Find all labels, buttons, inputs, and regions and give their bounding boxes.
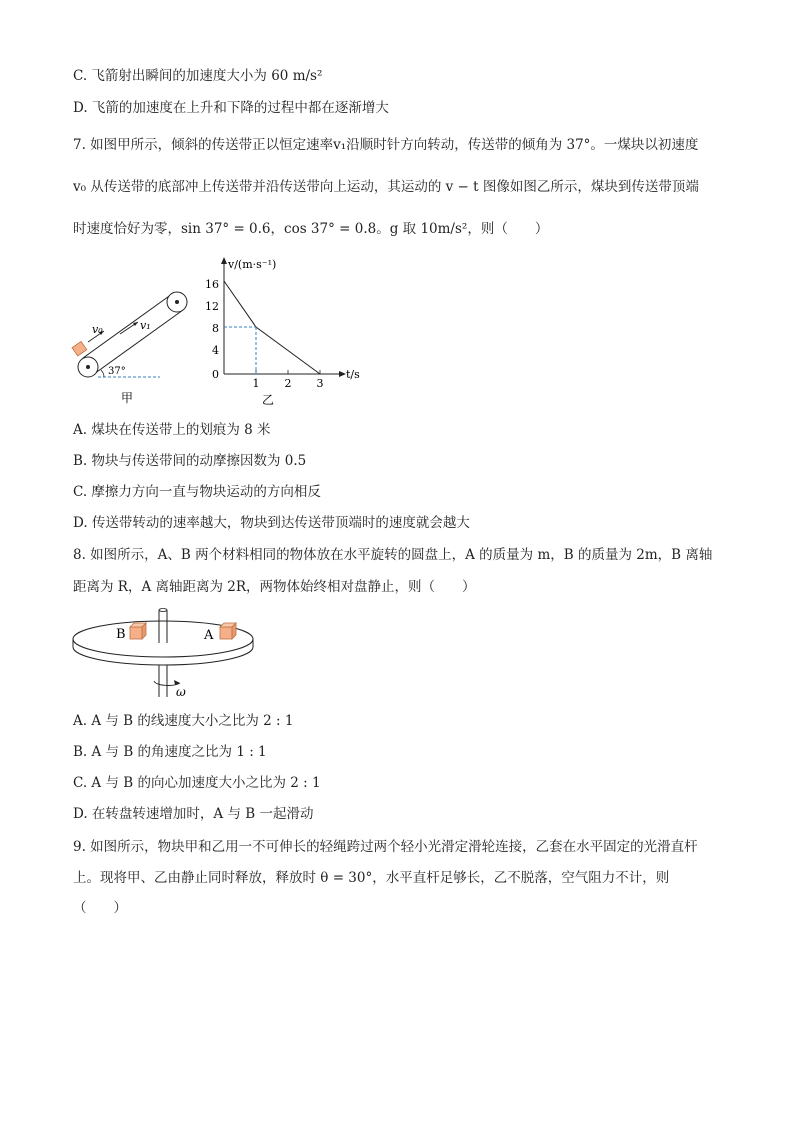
block-a	[220, 623, 236, 639]
velocity-line	[224, 281, 320, 374]
q8-option-b: B. A 与 B 的角速度之比为 1 : 1	[73, 744, 267, 760]
q7-stem-line1: 7. 如图甲所示，倾斜的传送带正以恒定速率v₁沿顺时针方向转动，传送带的倾角为 37°。一煤块以初速度	[73, 137, 699, 153]
omega-label: ω	[176, 685, 186, 699]
angle-arc	[101, 370, 104, 377]
figure-jia-caption: 甲	[121, 391, 134, 405]
x-tick-label: 2	[284, 377, 292, 390]
block-a-label: A	[204, 628, 214, 643]
bottom-pulley	[78, 357, 98, 377]
figure-conveyor-belt	[68, 282, 198, 407]
figure-vt-graph	[200, 254, 370, 409]
q8-option-a: A. A 与 B 的线速度大小之比为 2 : 1	[73, 713, 294, 729]
q7-option-a: A. 煤块在传送带上的划痕为 8 米	[73, 422, 271, 438]
x-axis-label: t/s	[346, 368, 360, 381]
y-tick-label: 12	[205, 300, 219, 313]
y-tick-label: 16	[205, 278, 219, 291]
q6-option-c: C. 飞箭射出瞬间的加速度大小为 60 m/s²	[73, 68, 323, 84]
block-b	[130, 623, 146, 639]
q7-option-c: C. 摩擦力方向一直与物块运动的方向相反	[73, 484, 321, 500]
q7-stem-line2: v₀ 从传送带的底部冲上传送带并沿传送带向上运动，其运动的 v − t 图像如图乙所示，煤块到传送带顶端	[73, 179, 699, 195]
q8-option-d: D. 在转盘转速增加时，A 与 B 一起滑动	[73, 806, 314, 822]
v0-label: v₀	[92, 323, 103, 336]
q7-option-d: D. 传送带转动的速率越大，物块到达传送带顶端时的速度就会越大	[73, 515, 470, 531]
y-axis-label: v/(m·s⁻¹)	[228, 258, 277, 271]
q7-option-b: B. 物块与传送带间的动摩擦因数为 0.5	[73, 453, 307, 469]
angle-label: 37°	[108, 366, 126, 377]
origin-label: 0	[212, 368, 219, 381]
v1-arrow	[120, 322, 138, 334]
figure-yi-caption: 乙	[262, 393, 275, 407]
q9-stem-line2: 上。现将甲、乙由静止同时释放，释放时 θ = 30°，水平直杆足够长，乙不脱落，空气阻力不计，则	[73, 870, 670, 886]
q9-stem-line3: （ ）	[73, 900, 127, 916]
x-tick-label: 3	[316, 377, 324, 390]
q6-option-d: D. 飞箭的加速度在上升和下降的过程中都在逐渐增大	[73, 100, 389, 116]
figure-rotating-disk	[68, 605, 268, 705]
q8-option-c: C. A 与 B 的向心加速度大小之比为 2 : 1	[73, 775, 321, 791]
x-tick-label: 1	[252, 377, 260, 390]
y-tick-label: 4	[212, 344, 219, 357]
v1-label: v₁	[140, 319, 151, 332]
q9-stem-line1: 9. 如图所示，物块甲和乙用一不可伸长的轻绳跨过两个轻小光滑定滑轮连接，乙套在水平固定的光滑直杆	[73, 839, 698, 855]
coal-block	[72, 341, 87, 356]
block-b-label: B	[116, 627, 126, 642]
top-pulley	[167, 292, 187, 312]
y-axis	[221, 257, 227, 374]
q8-stem-line1: 8. 如图所示，A、B 两个材料相同的物体放在水平旋转的圆盘上，A 的质量为 m，B 的质量为 2m，B 离轴	[73, 547, 713, 563]
y-tick-label: 8	[212, 322, 219, 335]
q7-stem-line3: 时速度恰好为零，sin 37° = 0.6，cos 37° = 0.8。g 取 10m/s²，则（ ）	[73, 221, 549, 237]
q8-stem-line2: 距离为 R，A 离轴距离为 2R，两物体始终相对盘静止，则（ ）	[73, 579, 476, 595]
